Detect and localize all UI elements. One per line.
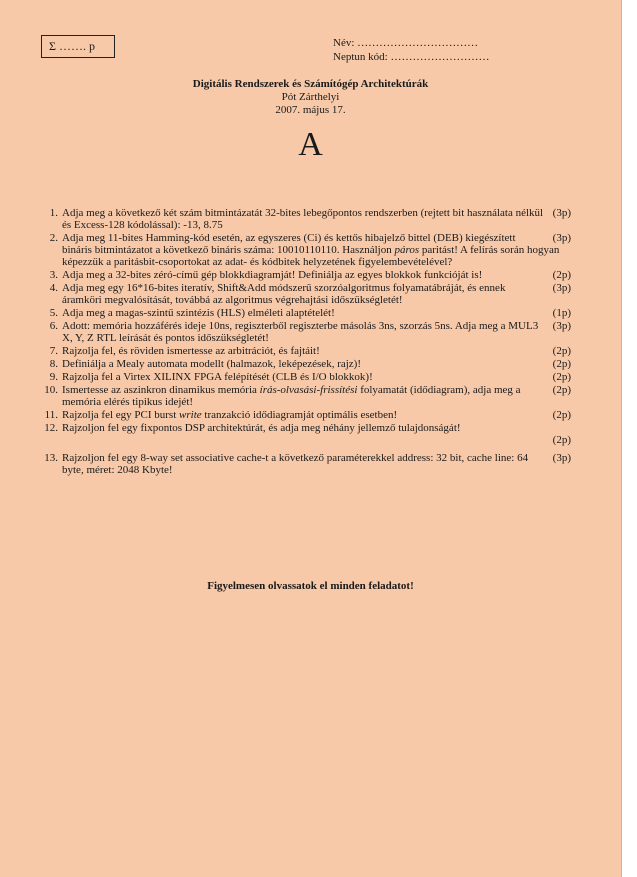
task-text-emphasis: írás-olvasási-frissítési (259, 384, 358, 396)
task-text-main: Rajzoljon fel egy 8-way set associative cache-t a következő paraméterekkel address: 32 bit, cache line: 64 byte, méret: 2048 Kbyte! (62, 452, 529, 476)
task-text-main: Adja meg 11-bites Hamming-kód esetén, az egyszeres (Ci) és kettős hibajelző bittel (DEB) kiegészített bináris bitmintázatot a következő bináris száma: 10010110110. Használjon (62, 232, 516, 256)
task-points: (3p) (552, 232, 571, 244)
task-item (38, 422, 571, 446)
task-item (38, 307, 571, 319)
task-text (62, 422, 571, 446)
task-points: (2p) (552, 409, 571, 421)
task-number: 9. (49, 371, 58, 383)
task-text-main: Adja meg a magas-szintű szintézis (HLS) elméleti alaptételét! (62, 307, 335, 319)
task-text (62, 269, 571, 281)
neptun-label: Neptun kód: (333, 51, 388, 63)
footer-note: Figyelmesen olvassatok el minden feladatot! (207, 580, 414, 592)
task-points: (3p) (552, 207, 571, 219)
task-number: 10. (44, 384, 58, 396)
task-number: 1. (49, 207, 58, 219)
task-item (38, 409, 571, 421)
task-list (38, 207, 571, 477)
task-text (62, 282, 571, 306)
task-text-main: Rajzolja fel a Virtex XILINX FPGA felépítését (CLB és I/O blokkok)! (62, 371, 373, 383)
task-text (62, 207, 571, 231)
task-points: (2p) (552, 384, 571, 396)
task-number: 2. (49, 232, 58, 244)
task-points: (3p) (552, 452, 571, 464)
task-text-main: Rajzolja fel egy PCI burst (62, 409, 180, 421)
task-text-main: Ismertesse az aszinkron dinamikus memória (62, 384, 260, 396)
exam-variant: A (298, 126, 323, 163)
course-title: Digitális Rendszerek és Számítógép Architektúrák (192, 78, 429, 90)
task-text-rest: folyamatát (idődiagram), adja meg a memória elérés tipikus idejét! (62, 384, 521, 408)
task-text (62, 232, 571, 268)
neptun-field-row (333, 50, 489, 64)
task-text (62, 452, 571, 476)
task-points: (2p) (552, 434, 571, 446)
task-item (38, 320, 571, 344)
task-item (38, 232, 571, 268)
neptun-dots: ……………………… (390, 51, 490, 63)
task-text-main: Definiálja a Mealy automata modellt (halmazok, leképezések, rajz)! (62, 358, 361, 370)
task-points: (3p) (552, 320, 571, 332)
name-field-row (333, 36, 489, 50)
task-item (38, 358, 571, 370)
task-text (62, 307, 571, 319)
task-number: 8. (49, 358, 58, 370)
task-text-emphasis: write (179, 409, 202, 421)
task-number: 5. (49, 307, 58, 319)
task-points: (1p) (552, 307, 571, 319)
task-text-main: Adja meg a következő két szám bitmintázatát 32-bites lebegőpontos rendszerben (rejtett bit használata nélkül és Excess-128 kódolással): -13, 8.75 (62, 207, 544, 231)
task-item (38, 282, 571, 306)
task-number: 11. (44, 409, 58, 421)
task-text-main: Rajzoljon fel egy fixpontos DSP architektúrát, és adja meg néhány jellemző tulajdonságát! (62, 422, 461, 434)
task-points: (2p) (552, 358, 571, 370)
task-text (62, 358, 571, 370)
task-text (62, 345, 571, 357)
task-text (62, 384, 571, 408)
task-item (38, 452, 571, 476)
score-dots: ……. (58, 39, 86, 53)
task-text-emphasis: páros (394, 244, 420, 256)
task-points: (2p) (552, 371, 571, 383)
task-text-main: Adja meg egy 16*16-bites iteratív, Shift&Add módszerű szorzóalgoritmus folyamatábráját, és ennek áramköri megvalósítását, továbbá az algoritmus végrehajtási időszükségletét! (62, 282, 506, 306)
name-dots: …………………………… (357, 37, 479, 49)
task-text-main: Adja meg a 32-bites zéró-című gép blokkdiagramját! Definiálja az egyes blokkok funkcióját is! (62, 269, 483, 281)
exam-subtitle: Pót Zárthelyi (281, 91, 340, 103)
task-points: (2p) (552, 269, 571, 281)
task-number: 3. (49, 269, 58, 281)
score-box (41, 35, 115, 58)
task-text-main: Rajzolja fel, és röviden ismertesse az arbitrációt, és fajtáit! (62, 345, 320, 357)
task-text-main: Adott: memória hozzáférés ideje 10ns, regiszterből regiszterbe másolás 3ns, szorzás 5ns. Adja meg a MUL3 X, Y, Z RTL leírását és pontos időszükségletét! (62, 320, 539, 344)
task-number: 12. (44, 422, 58, 434)
exam-date: 2007. május 17. (275, 104, 346, 116)
task-points: (2p) (552, 345, 571, 357)
task-number: 7. (49, 345, 58, 357)
exam-header (0, 78, 621, 117)
task-item (38, 371, 571, 383)
student-fields (333, 36, 489, 64)
task-text-rest: tranzakció idődiagramját optimális esetben! (201, 409, 398, 421)
sigma-symbol: Σ (49, 39, 56, 53)
task-text-rest: paritást! A felírás során hogyan képezzük a paritásbit-csoportokat az adat- és kódbitek helyzetének figyelembevételével? (62, 244, 560, 268)
task-number: 4. (49, 282, 58, 294)
task-item (38, 207, 571, 231)
name-label: Név: (333, 37, 355, 49)
task-number: 6. (49, 320, 58, 332)
task-item (38, 384, 571, 408)
task-item (38, 345, 571, 357)
task-text (62, 320, 571, 344)
score-unit: p (88, 39, 95, 53)
task-number: 13. (44, 452, 58, 464)
task-text (62, 409, 571, 421)
task-points: (3p) (552, 282, 571, 294)
task-text (62, 371, 571, 383)
task-item (38, 269, 571, 281)
